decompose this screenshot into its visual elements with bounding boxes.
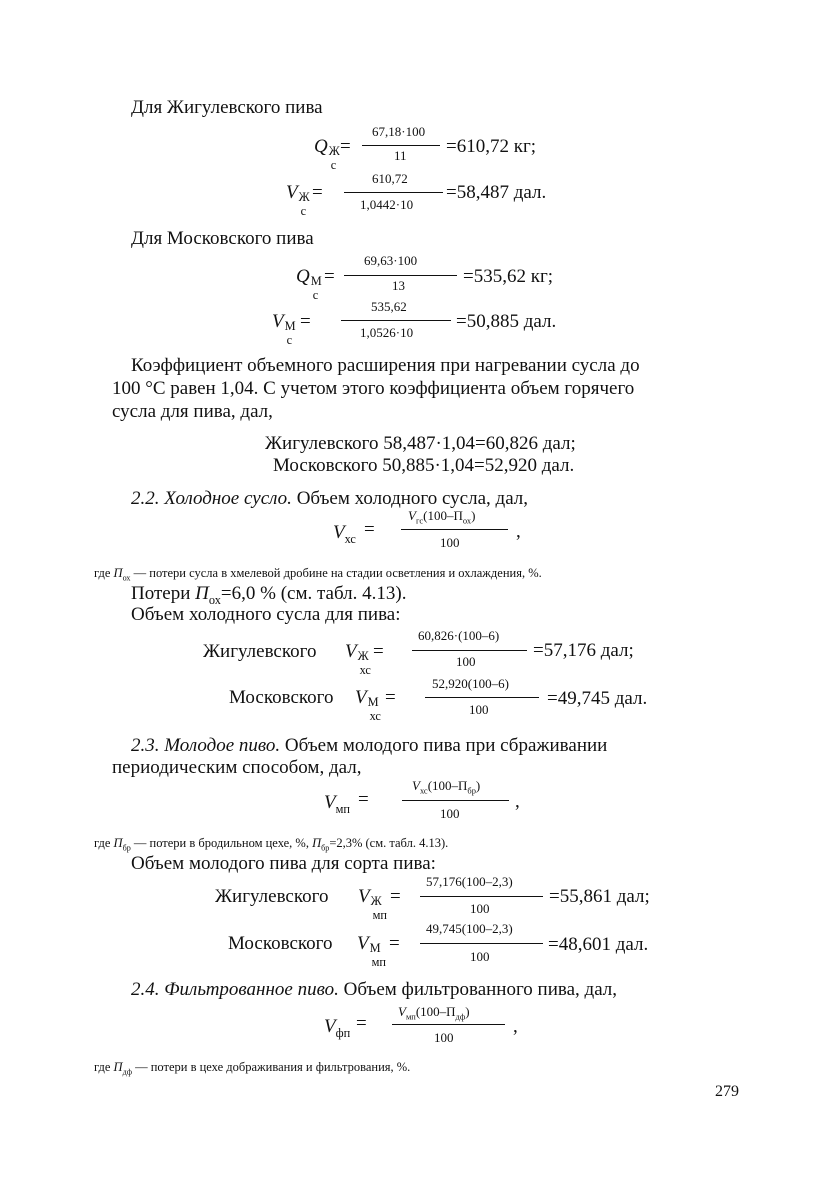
eq-v-m-lhs: V М с xyxy=(272,311,296,347)
eq-vxc-bar xyxy=(401,529,508,530)
eq-vxc-eq: = xyxy=(364,519,375,540)
eq-vxc-num: $V_{гс}(100-П_{ох})$ xyxy=(408,508,476,526)
cold-zh-bar xyxy=(412,650,527,651)
cold-m-den: 100 xyxy=(469,702,489,717)
eq-vmp-num: $V_{хс}(100-П_{бр})$ xyxy=(412,778,481,796)
eq-vfp-lhs: $V_{фп}$ xyxy=(324,1016,351,1040)
young-zh-den: 100 xyxy=(470,901,490,916)
cold-zh-num: 60,826·(100–6) xyxy=(418,628,500,643)
cold-zh-eq: = xyxy=(373,641,384,662)
mosc-beer-heading: Для Московского пива xyxy=(131,228,314,249)
section-2-3-line-2: периодическим способом, дал, xyxy=(112,757,362,778)
section-2-2-heading: 2.2. Холодное сусло. Объем холодного сусла, дал, xyxy=(131,488,529,509)
hot-wort-mosc: Московского 50,885·1,04=52,920 дал. xyxy=(273,455,575,476)
young-zh-eq: = xyxy=(390,886,401,907)
eq-vxc-den: 100 xyxy=(440,535,460,550)
young-zh-result: =55,861 дал; xyxy=(549,886,650,907)
young-heading: Объем молодого пива для сорта пива: xyxy=(131,853,436,874)
eq-q-zh-lhs: Q Ж с xyxy=(314,136,340,172)
section-2-4-heading: 2.4. Фильтрованное пиво. Объем фильтрованного пива, дал, xyxy=(131,979,618,1000)
eq-vfp-bar xyxy=(392,1024,505,1025)
eq-vxc-lhs: $V_{хс}$ xyxy=(333,522,356,546)
eq-vfp-num: $V_{мп}(100-П_{дф})$ xyxy=(398,1004,470,1022)
eq-vxc-tail: , xyxy=(516,521,521,542)
cold-m-eq: = xyxy=(385,687,396,708)
eq-q-m-bar xyxy=(344,275,457,276)
young-m-result: =48,601 дал. xyxy=(548,934,649,955)
zhig-beer-heading: Для Жигулевского пива xyxy=(131,97,323,118)
eq-vmp-eq: = xyxy=(358,789,369,810)
young-zh-label: Жигулевского xyxy=(215,886,329,907)
young-m-lhs: V М мп xyxy=(357,933,387,969)
young-m-bar xyxy=(420,943,543,944)
eq-v-zh-num: 610,72 xyxy=(372,171,408,186)
cold-zh-result: =57,176 дал; xyxy=(533,640,634,661)
eq-vmp-bar xyxy=(402,800,509,801)
cold-zh-den: 100 xyxy=(456,654,476,669)
eq-vfp-eq: = xyxy=(356,1013,367,1034)
eq-v-m-bar xyxy=(341,320,451,321)
note-pox: где $П_{ох}$ — потери сусла в хмелевой дробине на стадии осветления и охлаждения, %. xyxy=(94,566,542,583)
eq-vfp-den: 100 xyxy=(434,1030,454,1045)
cold-m-lhs: V М хс xyxy=(355,687,381,723)
eq-v-zh-eq: = xyxy=(312,182,323,203)
eq-q-zh-bar xyxy=(362,145,440,146)
cold-m-label: Московского xyxy=(229,687,334,708)
eq-q-m-eq: = xyxy=(324,266,335,287)
eq-v-m-den: 1,0526·10 xyxy=(360,325,414,340)
young-zh-num: 57,176(100–2,3) xyxy=(426,874,513,889)
eq-vmp-den: 100 xyxy=(440,806,460,821)
eq-v-zh-den: 1,0442·10 xyxy=(360,197,414,212)
eq-q-m-lhs: Q М с xyxy=(296,266,322,302)
young-m-eq: = xyxy=(389,933,400,954)
eq-vmp-lhs: $V_{мп}$ xyxy=(324,792,351,816)
eq-q-m-result: =535,62 кг; xyxy=(463,266,554,287)
cold-zh-lhs: V Ж хс xyxy=(345,641,371,677)
eq-q-zh-den: 11 xyxy=(394,148,407,163)
eq-q-m-den: 13 xyxy=(392,278,405,293)
eq-v-m-result: =50,885 дал. xyxy=(456,311,557,332)
eq-vfp-tail: , xyxy=(513,1016,518,1037)
section-2-3-heading: 2.3. Молодое пиво. Объем молодого пива при сбраживании xyxy=(131,735,608,756)
eq-q-zh-num: 67,18·100 xyxy=(372,124,426,139)
note-pbr: где $П_{бр}$ — потери в бродильном цехе, %, $П_{бр}=2,3\%$ (см. табл. 4.13). xyxy=(94,836,449,853)
young-m-label: Московского xyxy=(228,933,333,954)
young-m-num: 49,745(100–2,3) xyxy=(426,921,513,936)
para-expansion-line-3: сусла для пива, дал, xyxy=(112,401,273,422)
cold-m-result: =49,745 дал. xyxy=(547,688,648,709)
para-expansion-line-1: Коэффициент объемного расширения при нагревании сусла до xyxy=(131,355,640,376)
eq-q-zh-result: =610,72 кг; xyxy=(446,136,537,157)
eq-v-zh-bar xyxy=(344,192,443,193)
cold-zh-label: Жигулевского xyxy=(203,641,317,662)
eq-q-m-num: 69,63·100 xyxy=(364,253,418,268)
eq-v-zh-lhs: V Ж с xyxy=(286,182,310,218)
eq-v-zh-result: =58,487 дал. xyxy=(446,182,547,203)
young-zh-lhs: V Ж мп xyxy=(358,886,388,922)
cold-heading: Объем холодного сусла для пива: xyxy=(131,604,401,625)
eq-v-m-eq: = xyxy=(300,311,311,332)
eq-q-zh-eq: = xyxy=(340,136,351,157)
eq-v-m-num: 535,62 xyxy=(371,299,407,314)
note-pdf: где $П_{дф}$ — потери в цехе дображивания и фильтрования, %. xyxy=(94,1060,411,1077)
young-m-den: 100 xyxy=(470,949,490,964)
page-number: 279 xyxy=(715,1083,739,1100)
young-zh-bar xyxy=(420,896,543,897)
cold-m-bar xyxy=(425,697,539,698)
para-expansion-line-2: 100 °С равен 1,04. С учетом этого коэффициента объем горячего xyxy=(112,378,635,399)
hot-wort-zhig: Жигулевского 58,487·1,04=60,826 дал; xyxy=(265,433,576,454)
cold-m-num: 52,920(100–6) xyxy=(432,676,509,691)
eq-vmp-tail: , xyxy=(515,791,520,812)
losses-pox: Потери $П_{ох}=6,0$ % (см. табл. 4.13). xyxy=(131,583,407,607)
